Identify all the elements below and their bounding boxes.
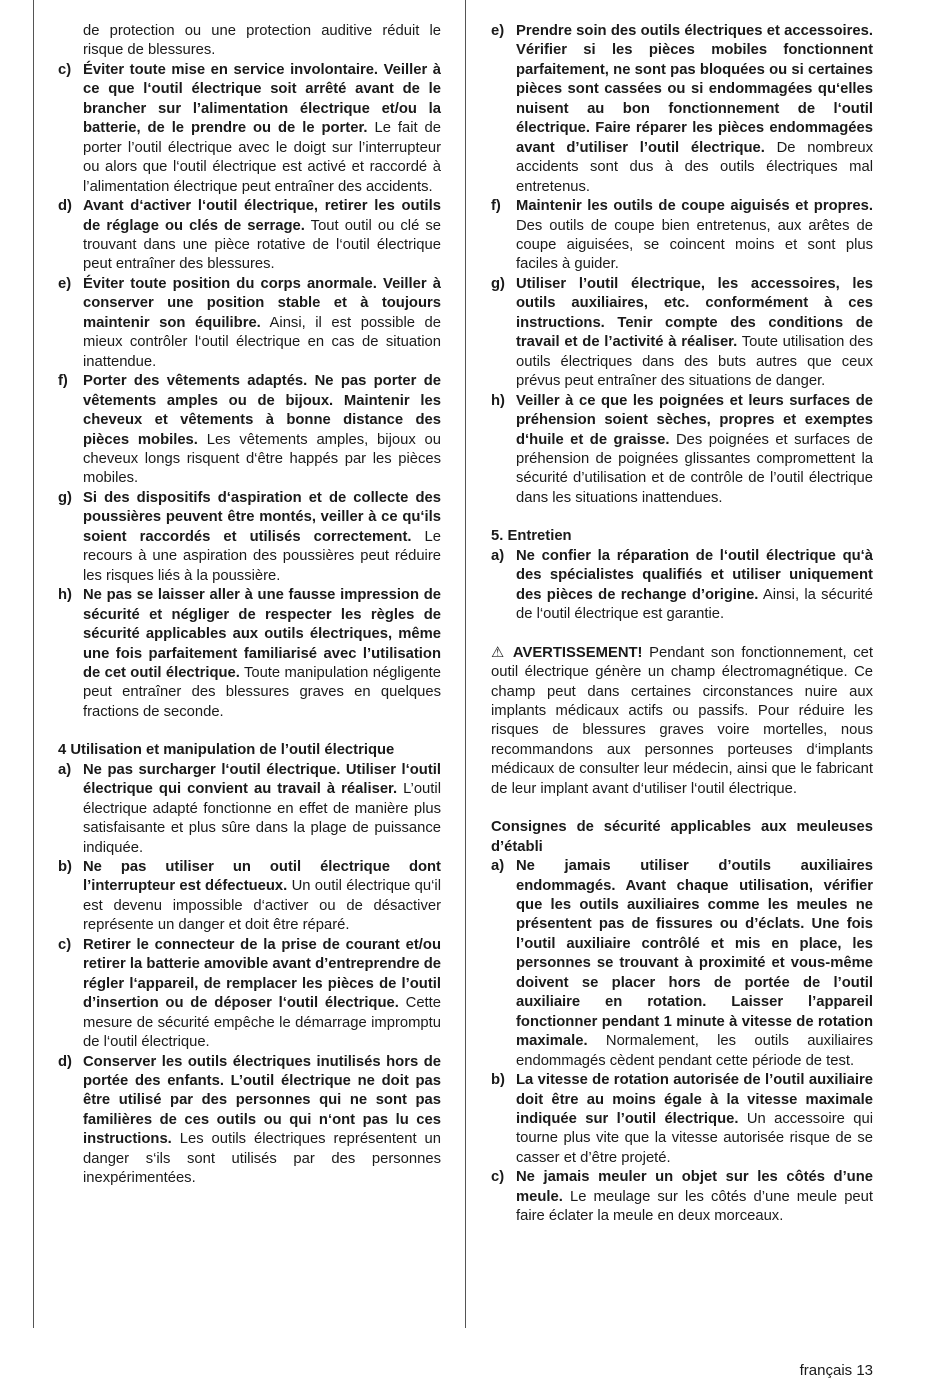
item-bold-text: Éviter toute mise en service involontaire. Veiller à ce que l‘outil électrique soit arrêté avant de le brancher sur l’alimentation électrique et/ou la batterie, de le prendre ou de le porter. [83, 61, 441, 137]
item-bold-text: Ne jamais meuler un objet sur les côtés d’une meule. [516, 1169, 873, 1205]
list-item [58, 858, 441, 936]
item-text: Des poignées et surfaces de préhension de poignées glissantes compromettent la sécurité d’utilisation et de contrôle de l’outil électrique dans les situations inattendues. [516, 431, 874, 506]
item-marker: e) [58, 275, 72, 292]
column-divider-rule [465, 0, 466, 1328]
item-text: Toute manipulation négligente peut entraîner des blessures graves en quelques fractions de seconde. [83, 664, 441, 720]
list-item [491, 1168, 873, 1226]
item-text: L’outil électrique adapté fonctionne en effet de manière plus satisfaisante et plus sûre dans la plage de puissance indiquée. [83, 781, 441, 856]
item-bold-text: Ne confier la réparation de l‘outil électrique qu‘à des spécialistes qualifiés et utiliser uniquement des pièces de rechange d’origine. [516, 547, 873, 603]
continued-paragraph: de protection ou une protection auditive réduit le risque de blessures. [83, 23, 441, 59]
item-marker: d) [58, 198, 72, 215]
list-item [58, 1053, 441, 1189]
item-text: Le meulage sur les côtés d’une meule peut faire éclater la meule en deux morceaux. [516, 1188, 873, 1225]
item-bold-text: Si des dispositifs d‘aspiration et de collecte des poussières peuvent être montés, veiller à ce qu‘ils soient raccordés et utilisés correctement. [83, 489, 441, 545]
left-list-a [58, 61, 441, 722]
item-text: Ainsi, il est possible de mieux contrôler l‘outil électrique en cas de situation inattendue. [83, 314, 442, 370]
item-text: Des outils de coupe bien entretenus, aux arêtes de coupe aiguisées, se coincent moins et sont plus faciles à guider. [516, 217, 873, 273]
item-bold-text: Ne pas utiliser un outil électrique dont l’interrupteur est défectueux. [83, 859, 441, 895]
list-item [491, 1071, 873, 1168]
item-text: Le fait de porter l’outil électrique avec le doigt sur l’interrupteur ou alors que l‘outil électrique est activé et raccordé à l’alimentation électrique peut entraîner des accidents. [83, 120, 441, 195]
item-text: Ainsi, la sécurité de l‘outil électrique est garantie. [516, 586, 873, 623]
left-column [58, 22, 441, 1189]
item-marker: d) [58, 1053, 72, 1070]
list-item [491, 275, 873, 392]
item-marker: g) [58, 489, 72, 506]
item-marker: a) [58, 761, 72, 778]
item-marker: c) [58, 936, 72, 953]
item-marker: f) [491, 198, 501, 215]
item-marker: f) [58, 373, 68, 390]
list-item [58, 275, 441, 372]
item-bold-text: Porter des vêtements adaptés. Ne pas porter de vêtements amples ou de bijoux. Maintenir les cheveux et vêtements à bonne distance des pièces mobiles. [83, 373, 441, 448]
item-text: Toute utilisation des outils électriques dans des buts autres que ceux prévus peut entraîner des situations de danger. [516, 334, 873, 390]
warning-paragraph [491, 644, 873, 800]
left-margin-rule [33, 0, 34, 1328]
list-item [58, 936, 441, 1053]
list-item [491, 547, 873, 625]
item-bold-text: Retirer le connecteur de la prise de courant et/ou retirer la batterie amovible avant d’entreprendre de régler l‘appareil, de remplacer les pièces de l’outil d’insertion ou de déposer l‘outil électrique. [83, 936, 441, 1012]
item-text: Tout outil ou clé se trouvant dans une pièce rotative de l‘outil électrique peut entraîner des blessures. [83, 217, 441, 273]
item-text: Un accessoire qui tourne plus vite que la vitesse autorisée risque de se casser et d’être projeté. [516, 1111, 873, 1166]
item-bold-text: Conserver les outils électriques inutilisés hors de portée des enfants. L’outil électrique ne doit pas être utilisé par des personnes qui ne sont pas familières de ces outils ou qui n‘ont pas lu ces instructions. [83, 1053, 441, 1148]
list-item [58, 489, 441, 586]
item-bold-text: Avant d‘activer l‘outil électrique, retirer les outils de réglage ou clés de serrage. [83, 198, 441, 234]
item-marker: b) [58, 859, 72, 876]
right-list-b [491, 547, 873, 625]
item-marker: h) [58, 587, 72, 604]
item-text: Les vêtements amples, bijoux ou cheveux longs risquent d‘être happés par les pièces mobiles. [83, 431, 441, 487]
item-marker: a) [491, 547, 505, 564]
item-bold-text: Ne jamais utiliser d’outils auxiliaires endommagés. Avant chaque utilisation, vérifier que les outils auxiliaires comme les meules ne présentent pas de fissures ou d’éclats. Une fois l’outil auxiliaire contrôlé et mis en place, les personnes se trouvant à proximité et vous-même doivent se placer hors de portée de l’outil auxiliaire en rotation. Laisser l’appareil fonctionner pendant 1 minute à vitesse de rotation maximale. [516, 858, 873, 1050]
right-list-c [491, 857, 873, 1227]
list-item [58, 586, 441, 722]
item-text: De nombreux accidents sont dus à des outils électriques mal entretenus. [516, 139, 874, 195]
item-marker: g) [491, 275, 505, 292]
consignes-heading: Consignes de sécurité applicables aux meuleuses d’établi [491, 819, 873, 855]
right-list-a [491, 22, 873, 508]
list-item [491, 857, 873, 1071]
item-bold-text: Ne pas surcharger l‘outil électrique. Utiliser l‘outil électrique qui convient au travail à réaliser. [83, 761, 441, 798]
item-marker: c) [491, 1169, 505, 1186]
item-marker: e) [491, 23, 505, 39]
item-text: Le recours à une aspiration des poussières peut réduire les risques liés à la poussière. [83, 528, 441, 584]
list-item [491, 22, 873, 197]
item-bold-text: Utiliser l’outil électrique, les accessoires, les outils auxiliaires, etc. conformément à ces instructions. Tenir compte des conditions de travail et de l’activité à réaliser. [516, 275, 873, 351]
item-text: Un outil électrique qu‘il est devenu impossible d‘activer ou de désactiver représente un danger et doit être réparé. [83, 878, 441, 934]
item-bold-text: Maintenir les outils de coupe aiguisés et propres. [516, 198, 873, 215]
list-item [58, 372, 441, 489]
item-bold-text: Veiller à ce que les poignées et leurs surfaces de préhension soient sèches, propres et exemptes d‘huile et de graisse. [516, 392, 873, 448]
list-item [491, 197, 873, 275]
warning-label: AVERTISSEMENT! [512, 644, 643, 661]
list-item [58, 61, 441, 197]
warning-text: Pendant son fonctionnement, cet outil électrique génère un champ électromagnétique. Ce champ peut dans certaines circonstances nuire aux implants médicaux actifs ou passifs. Pour réduire les risques de blessures graves voire mortelles, nous recommandons aux personnes porteuses d‘implants médicaux de consulter leur médecin, ainsi que le fabricant de leur implant avant d‘utiliser l‘outil électrique. [491, 644, 873, 797]
item-bold-text: Éviter toute position du corps anormale. Veiller à conserver une position stable et à toujours maintenir son équilibre. [83, 275, 441, 331]
page-footer: français 13 [799, 1362, 873, 1379]
item-bold-text: Prendre soin des outils électriques et accessoires. Vérifier si les pièces mobiles fonctionnent parfaitement, ne sont pas bloquées ou si certaines pièces sont cassées ou si endommagées qu‘elles nuisent au bon fonctionnement de l‘outil électrique. Faire réparer les pièces endommagées avant d’utiliser l’outil électrique. [516, 23, 873, 156]
item-text: Cette mesure de sécurité empêche le démarrage impromptu de l‘outil électrique. [83, 995, 441, 1051]
right-column [491, 22, 873, 1227]
section-4-heading: 4 Utilisation et manipulation de l’outil électrique [58, 742, 395, 759]
section-5-heading: 5. Entretien [491, 528, 572, 545]
item-bold-text: La vitesse de rotation autorisée de l’outil auxiliaire doit être au moins égale à la vitesse maximale indiquée sur l’outil électrique. [516, 1072, 873, 1128]
list-item [58, 761, 441, 858]
warning-triangle-icon: ⚠ [491, 644, 507, 661]
item-marker: b) [491, 1072, 505, 1089]
left-list-b [58, 761, 441, 1189]
item-bold-text: Ne pas se laisser aller à une fausse impression de sécurité et négliger de respecter les règles de sécurité applicables aux outils électriques, même une fois parfaitement familiarisé avec l’utilisation de cet outil électrique. [83, 587, 441, 681]
item-marker: a) [491, 858, 505, 875]
list-item [491, 392, 873, 509]
item-text: Normalement, les outils auxiliaires endommagés cèdent pendant cette période de test. [516, 1033, 873, 1069]
list-item [58, 197, 441, 275]
item-marker: h) [491, 392, 505, 409]
item-text: Les outils électriques représentent un danger s‘ils sont utilisés par des personnes inexpérimentées. [83, 1131, 441, 1187]
item-marker: c) [58, 61, 72, 78]
